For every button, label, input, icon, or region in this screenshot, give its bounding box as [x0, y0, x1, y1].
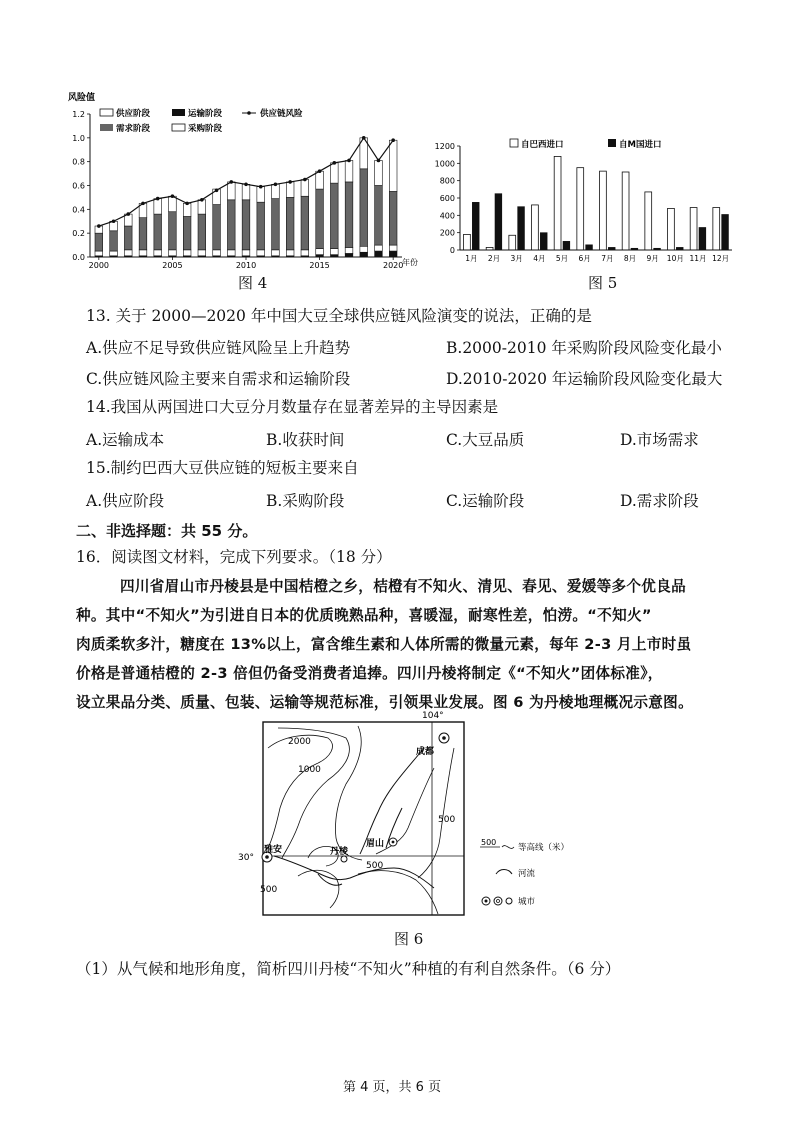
bar-brazil: [464, 234, 471, 250]
bar-segment-需求阶段: [389, 191, 397, 245]
bar-segment-需求阶段: [139, 218, 147, 250]
risk-point: [112, 219, 116, 223]
bar-segment-需求阶段: [227, 200, 235, 250]
figure-5-legend: [510, 139, 661, 150]
bar-us: [586, 245, 593, 250]
bar-segment-运输阶段: [375, 251, 383, 257]
x-tick-label: 10月: [666, 254, 684, 263]
x-tick-label: 2005: [162, 261, 183, 270]
risk-point: [347, 159, 351, 163]
bar-segment-采购阶段: [316, 171, 324, 189]
bar-segment-运输阶段: [389, 251, 397, 257]
y-tick-label: 0.8: [72, 157, 85, 167]
x-tick-label: 6月: [578, 254, 591, 263]
x-axis-ticks: [465, 254, 729, 263]
q15-option-a[interactable]: A.供应阶段: [86, 492, 165, 510]
risk-point: [377, 159, 381, 163]
material-line-5: 设立果品分类、质量、包装、运输等规范标准，引领果业发展。图 6 为丹棱地理概况示意图。: [76, 694, 693, 711]
page-footer: 第 4 页，共 6 页: [343, 1080, 442, 1095]
legend-river-label: 河流: [518, 869, 536, 879]
risk-point: [303, 178, 307, 182]
bar-segment-供应阶段: [242, 250, 250, 256]
risk-point: [318, 169, 322, 173]
legend-contour-curve: [502, 846, 514, 849]
risk-point: [391, 138, 395, 142]
bar-brazil: [645, 192, 652, 250]
bar-segment-采购阶段: [227, 182, 235, 200]
contour-label-500-c: 500: [260, 885, 278, 895]
bar-segment-需求阶段: [286, 197, 294, 249]
q13-option-c[interactable]: C.供应链风险主要来自需求和运输阶段: [86, 370, 351, 388]
y-tick-label: 0.6: [72, 181, 85, 191]
bar-segment-供应阶段: [169, 250, 177, 256]
bar-segment-供应阶段: [198, 250, 206, 256]
bar-segment-采购阶段: [242, 184, 250, 199]
x-tick-label: 5月: [555, 254, 569, 263]
bar-segment-采购阶段: [154, 199, 162, 214]
city-chengdu-label: 成都: [416, 747, 435, 757]
question-14-stem: 14.我国从两国进口大豆分月数量存在显著差异的主导因素是: [86, 398, 499, 416]
risk-point: [141, 202, 145, 206]
bar-segment-采购阶段: [183, 203, 191, 216]
figure-4-legend: [100, 108, 303, 134]
bar-segment-供应阶段: [272, 250, 280, 256]
bar-segment-运输阶段: [360, 252, 368, 257]
question-16-part-1: （1）从气候和地形角度，简析四川丹棱“不知火”种植的有利自然条件。（6 分）: [76, 960, 621, 978]
legend-swatch-brazil: [510, 139, 518, 147]
bar-segment-采购阶段: [169, 196, 177, 211]
bar-us: [472, 202, 479, 250]
y-tick-label: 0.4: [72, 205, 85, 215]
bar-segment-需求阶段: [110, 231, 118, 251]
y-tick-label: 0: [449, 246, 455, 255]
bar-segment-供应阶段: [330, 249, 338, 255]
bar-segment-需求阶段: [169, 212, 177, 250]
bar-segment-需求阶段: [345, 182, 353, 248]
x-tick-label: 11月: [689, 254, 707, 263]
bars-group: [464, 156, 729, 250]
bar-segment-采购阶段: [330, 163, 338, 183]
bar-segment-需求阶段: [375, 186, 383, 246]
bar-segment-供应阶段: [345, 247, 353, 253]
bar-segment-供应阶段: [213, 250, 221, 256]
x-tick-label: 9月: [646, 254, 659, 263]
bar-brazil: [554, 156, 561, 250]
bar-us: [518, 207, 525, 250]
legend-label-transport: 运输阶段: [188, 109, 223, 119]
question-16-intro: 16．阅读图文材料，完成下列要求。（18 分）: [76, 548, 392, 566]
bar-brazil: [713, 208, 720, 250]
legend-swatch-demand: [100, 124, 113, 131]
bar-segment-供应阶段: [183, 250, 191, 256]
contour-label-1000: 1000: [298, 765, 321, 775]
y-tick-label: 0.0: [72, 253, 85, 262]
city-chengdu-dot: [442, 736, 446, 740]
contour-500-a: [376, 768, 434, 854]
bar-brazil: [532, 205, 539, 250]
figure-6-legend: [480, 838, 569, 907]
q15-option-c[interactable]: C.运输阶段: [446, 492, 525, 510]
risk-point: [362, 136, 366, 140]
q15-option-b[interactable]: B.采购阶段: [266, 492, 345, 510]
material-line-1: 四川省眉山市丹棱县是中国桔橙之乡，桔橙有不知火、清见、春见、爱媛等多个优良品: [120, 578, 686, 595]
bar-segment-供应阶段: [139, 250, 147, 256]
legend-city-symbol-1-dot: [485, 900, 488, 903]
bar-segment-采购阶段: [389, 140, 397, 191]
bar-segment-供应阶段: [286, 250, 294, 256]
bar-segment-供应阶段: [110, 251, 118, 256]
q13-option-b[interactable]: B.2000-2010 年采购阶段风险变化最小: [446, 339, 722, 357]
figure-5-chart: [430, 132, 742, 272]
bar-segment-供应阶段: [360, 246, 368, 252]
y-axis-ticks: [72, 110, 90, 262]
x-tick-label: 2000: [88, 261, 110, 270]
x-axis-unit: 年份: [402, 258, 418, 267]
material-line-3: 肉质柔软多汁，糖度在 13%以上，富含维生素和人体所需的微量元素，每年 2-3 月上市时虽: [76, 636, 692, 653]
q15-option-d[interactable]: D.需求阶段: [620, 492, 699, 510]
y-tick-label: 1000: [434, 159, 455, 169]
contour-1000: [278, 728, 349, 858]
risk-point: [215, 188, 219, 192]
x-tick-label: 1月: [465, 254, 478, 263]
bar-segment-供应阶段: [389, 245, 397, 251]
x-tick-label: 12月: [712, 254, 730, 263]
bar-segment-供应阶段: [124, 250, 132, 256]
legend-marker-risk: [247, 111, 251, 115]
risk-point: [333, 161, 337, 165]
bar-us: [722, 214, 729, 250]
city-danling-label: 丹棱: [330, 847, 349, 857]
legend-label-us: 自M国进口: [619, 140, 662, 150]
contour-label-500-b: 500: [366, 861, 384, 871]
y-tick-label: 200: [439, 228, 455, 238]
bar-segment-采购阶段: [198, 200, 206, 214]
bar-segment-供应阶段: [257, 250, 265, 256]
legend-swatch-transport: [172, 109, 185, 116]
legend-river-symbol: [496, 870, 512, 875]
bar-segment-采购阶段: [301, 180, 309, 197]
x-tick-label: 2020: [382, 261, 404, 270]
longitude-label: 104°: [422, 711, 444, 721]
bar-brazil: [622, 172, 629, 250]
legend-city-label: 城市: [518, 897, 536, 907]
legend-contour-label: 等高线（米）: [518, 843, 570, 853]
bar-segment-需求阶段: [124, 226, 132, 250]
risk-point: [97, 224, 101, 228]
bar-brazil: [509, 235, 516, 250]
bar-us: [699, 227, 706, 250]
bar-segment-供应阶段: [316, 249, 324, 255]
bar-segment-需求阶段: [242, 200, 250, 250]
material-line-2: 种。其中“不知火”为引进自日本的优质晚熟品种，喜暖湿，耐寒性差，怕涝。“不知火”: [76, 607, 652, 624]
q14-option-c[interactable]: C.大豆品质: [446, 431, 525, 449]
y-axis-ticks: [435, 142, 460, 255]
city-yaan-label: 雅安: [264, 845, 283, 855]
legend-city-symbol-3: [506, 898, 512, 904]
legend-city-symbol-2-inner: [497, 900, 500, 903]
bar-brazil: [690, 208, 697, 250]
bar-segment-需求阶段: [95, 233, 103, 251]
x-tick-label: 3月: [510, 254, 523, 263]
y-tick-label: 1.2: [72, 110, 85, 119]
legend-swatch-us: [608, 139, 616, 147]
q14-option-d[interactable]: D.市场需求: [620, 431, 699, 449]
q13-option-d[interactable]: D.2010-2020 年运输阶段风险变化最大: [446, 370, 723, 388]
legend-label-risk: 供应链风险: [260, 109, 303, 119]
contour-2000: [268, 735, 332, 848]
bar-segment-采购阶段: [375, 160, 383, 185]
figure-4-chart: [62, 86, 438, 282]
bar-segment-采购阶段: [345, 160, 353, 181]
q13-option-a[interactable]: A.供应不足导致供应链风险呈上升趋势: [86, 339, 351, 357]
bar-segment-需求阶段: [213, 205, 221, 250]
legend-label-supply: 供应阶段: [116, 109, 151, 119]
risk-point: [200, 198, 204, 202]
x-tick-label: 7月: [601, 254, 614, 263]
contour-500-c: [298, 870, 339, 908]
bar-brazil: [600, 171, 607, 250]
bar-us: [495, 194, 502, 250]
y-tick-label: 1.0: [72, 133, 85, 143]
bar-segment-供应阶段: [95, 251, 103, 256]
x-tick-label: 8月: [623, 254, 637, 263]
risk-point: [229, 180, 233, 184]
y-tick-label: 400: [439, 211, 455, 221]
contour-label-2000: 2000: [288, 737, 311, 747]
legend-label-brazil: 自巴西进口: [521, 140, 564, 150]
river-main: [274, 856, 434, 888]
bar-segment-采购阶段: [286, 182, 294, 197]
bar-segment-供应阶段: [227, 250, 235, 256]
bar-us: [540, 233, 547, 250]
legend-swatch-supply: [100, 109, 113, 116]
y-tick-label: 1200: [434, 142, 455, 151]
bar-segment-需求阶段: [272, 199, 280, 250]
legend-label-purchase: 采购阶段: [188, 124, 223, 134]
city-yaan-dot: [265, 855, 269, 859]
bar-us: [563, 241, 570, 250]
contour-500-b: [418, 748, 454, 878]
risk-point: [156, 197, 160, 201]
x-tick-label: 2015: [309, 261, 330, 270]
x-tick-label: 4月: [533, 254, 546, 263]
latitude-label: 30°: [238, 853, 254, 863]
bar-segment-需求阶段: [183, 216, 191, 249]
risk-point: [244, 183, 248, 187]
contour-label-500-a: 500: [438, 815, 456, 825]
section-2-heading: 二、非选择题：共 55 分。: [76, 522, 258, 540]
question-16-material: [76, 572, 736, 717]
bar-segment-运输阶段: [345, 253, 353, 257]
bar-segment-需求阶段: [330, 183, 338, 249]
figure-4-caption: 图 4: [238, 274, 268, 292]
bar-brazil: [668, 208, 675, 250]
q14-option-a[interactable]: A.运输成本: [86, 431, 165, 449]
bar-segment-需求阶段: [154, 214, 162, 250]
question-15-stem: 15.制约巴西大豆供应链的短板主要来自: [86, 459, 359, 477]
x-axis-ticks: [89, 257, 404, 270]
bar-segment-需求阶段: [257, 202, 265, 250]
y-tick-label: 600: [439, 194, 455, 203]
risk-point: [126, 212, 130, 216]
bar-segment-供应阶段: [154, 250, 162, 256]
city-meishan-dot: [392, 841, 395, 844]
bar-segment-需求阶段: [360, 169, 368, 246]
q14-option-b[interactable]: B.收获时间: [266, 431, 345, 449]
bar-segment-需求阶段: [316, 189, 324, 249]
bar-brazil: [577, 168, 584, 250]
y-axis-title: 风险值: [68, 93, 96, 103]
x-tick-label: 2010: [235, 261, 257, 270]
risk-point: [288, 180, 292, 184]
material-line-4: 价格是普通桔橙的 2-3 倍但仍备受消费者追捧。四川丹棱将制定《“不知火”团体标准》，: [76, 665, 663, 682]
bar-segment-采购阶段: [257, 187, 265, 202]
bar-segment-需求阶段: [198, 214, 206, 250]
y-tick-label: 800: [439, 176, 455, 186]
x-tick-label: 2月: [487, 254, 501, 263]
risk-point: [185, 202, 189, 206]
bar-segment-供应阶段: [375, 245, 383, 251]
bar-segment-供应阶段: [301, 250, 309, 256]
figure-6-map: [238, 708, 578, 922]
risk-point: [259, 185, 263, 189]
contour-500-d: [358, 871, 438, 914]
legend-swatch-purchase: [172, 124, 185, 131]
figure-6-caption: 图 6: [394, 930, 424, 948]
question-13-stem: 13. 关于 2000—2020 年中国大豆全球供应链风险演变的说法，正确的是: [86, 307, 592, 325]
figure-5-caption: 图 5: [588, 274, 618, 292]
bar-segment-采购阶段: [272, 184, 280, 198]
legend-contour-value: 500: [481, 838, 497, 847]
risk-point: [274, 183, 278, 187]
bar-segment-需求阶段: [301, 196, 309, 250]
legend-label-demand: 需求阶段: [116, 124, 151, 134]
city-meishan-label: 眉山: [366, 839, 385, 849]
y-tick-label: 0.2: [72, 229, 85, 239]
risk-point: [171, 194, 175, 198]
